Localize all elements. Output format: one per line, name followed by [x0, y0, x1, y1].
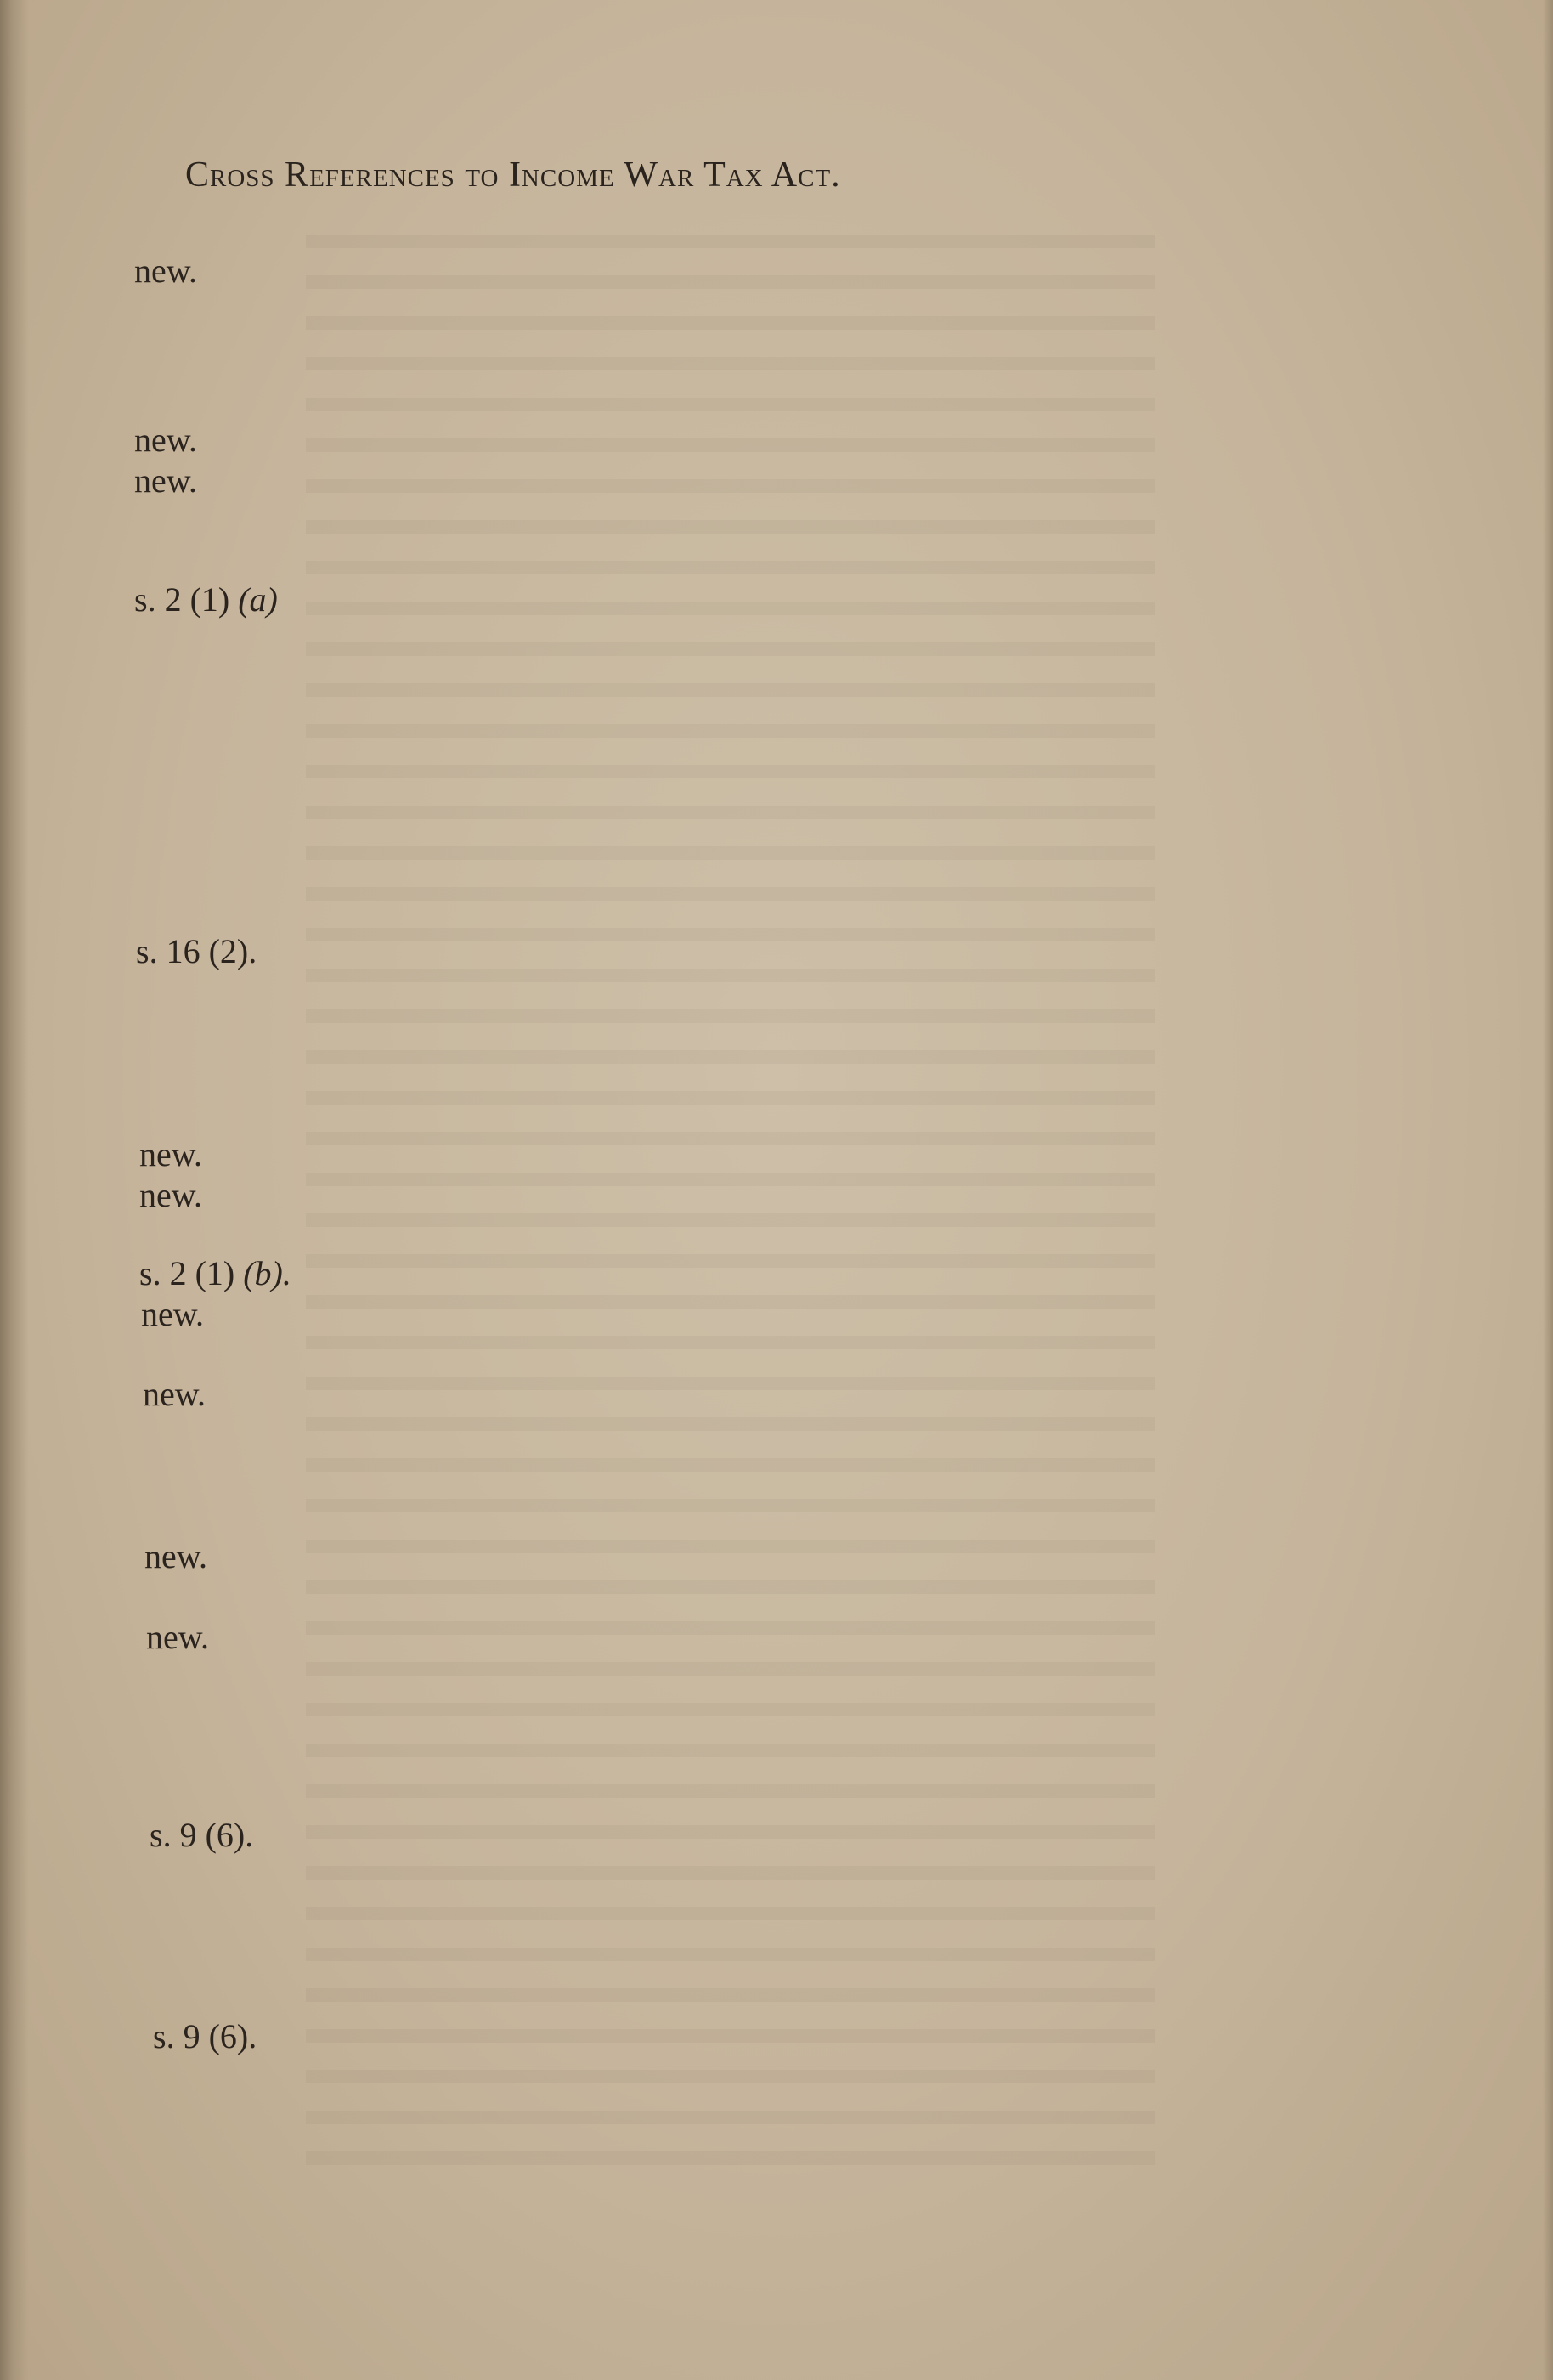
cross-reference: s. 2 (1) (a): [134, 580, 278, 619]
cross-reference: s. 2 (1) (b).: [139, 1254, 291, 1292]
cross-reference: s. 9 (6).: [153, 2017, 257, 2055]
cross-reference: s. 9 (6).: [150, 1816, 254, 1854]
cross-reference: new.: [146, 1618, 210, 1656]
cross-reference: new.: [134, 461, 198, 500]
cross-reference: new.: [139, 1176, 203, 1214]
cross-reference: new.: [134, 252, 198, 290]
bleed-through-text: [306, 212, 1155, 2167]
running-head: Cross References to Income War Tax Act.: [185, 155, 841, 195]
cross-reference: new.: [143, 1375, 206, 1413]
page-binding-shadow: [0, 0, 29, 2380]
cross-reference: new.: [141, 1295, 205, 1333]
page-edge-shadow: [1543, 0, 1553, 2380]
cross-reference: s. 16 (2).: [136, 932, 257, 970]
cross-reference: new.: [134, 421, 198, 459]
cross-reference: new.: [144, 1537, 208, 1575]
cross-reference: new.: [139, 1135, 203, 1173]
